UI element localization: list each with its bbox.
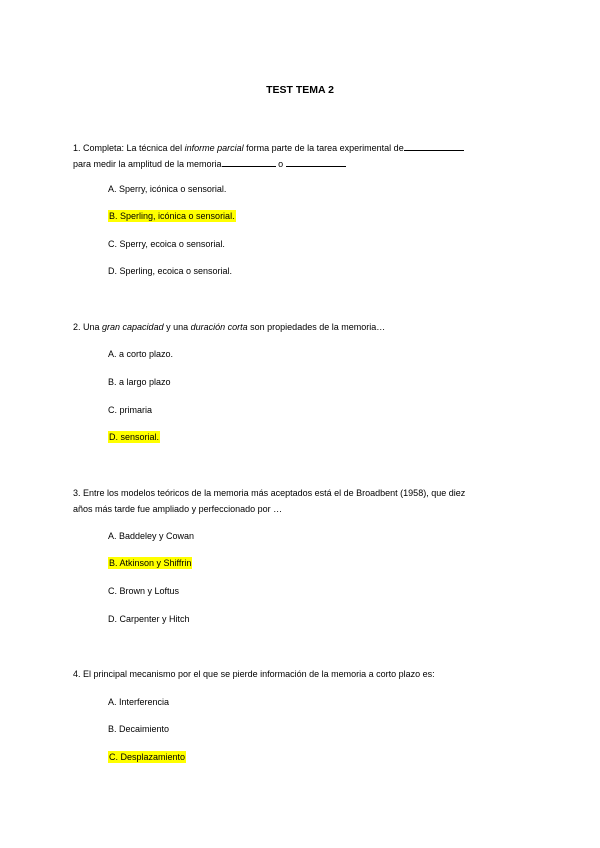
answer-blank xyxy=(286,158,346,167)
q1-option-d-text: D. Sperling, ecoica o sensorial. xyxy=(108,266,233,276)
q4-option-c-text: C. Desplazamiento xyxy=(109,752,186,762)
q1-option-c-text: C. Sperry, ecoica o sensorial. xyxy=(108,239,225,249)
q3-option-c xyxy=(108,586,179,596)
q2-option-b xyxy=(108,377,171,387)
q1-option-d xyxy=(108,266,232,276)
question-2-italic-1: gran capacidad xyxy=(102,322,164,332)
answer-blank xyxy=(222,158,276,167)
q3-option-b xyxy=(108,558,192,568)
question-2-prefix: 2. Una xyxy=(73,322,103,332)
q2-option-c-text: C. primaria xyxy=(108,405,153,415)
question-3-line-1: 3. Entre los modelos teóricos de la memoria más aceptados está el de Broadbent (1958), que diez xyxy=(73,488,466,498)
q1-option-a-text: A. Sperry, icónica o sensorial. xyxy=(108,184,227,194)
question-2-line-1 xyxy=(73,322,385,332)
question-1-line2-prefix: para medir la amplitud de la memoria xyxy=(73,159,222,169)
q3-option-b-text: B. Atkinson y Shiffrin xyxy=(109,558,192,568)
question-2-mid: y una xyxy=(163,322,191,332)
question-1-line2-mid: o xyxy=(275,159,286,169)
q2-option-a-text: A. a corto plazo. xyxy=(108,349,174,359)
question-1-line-1 xyxy=(73,142,464,153)
q2-option-c xyxy=(108,405,152,415)
q4-option-a-text: A. Interferencia xyxy=(108,697,170,707)
q4-option-c xyxy=(108,752,186,762)
q1-option-b-text: B. Sperling, icónica o sensorial. xyxy=(109,211,235,221)
question-1-italic: informe parcial xyxy=(184,143,244,153)
q2-option-a xyxy=(108,349,173,359)
q4-option-b xyxy=(108,724,169,734)
q4-option-b-text: B. Decaimiento xyxy=(108,724,170,734)
q3-option-c-text: C. Brown y Loftus xyxy=(108,586,180,596)
answer-blank xyxy=(404,142,464,151)
document-title: TEST TEMA 2 xyxy=(266,84,334,96)
q4-option-a xyxy=(108,697,169,707)
q2-option-b-text: B. a largo plazo xyxy=(108,377,171,387)
question-1-suffix: forma parte de la tarea experimental de xyxy=(243,143,404,153)
q2-option-d xyxy=(108,432,160,442)
question-4-line-1: 4. El principal mecanismo por el que se pierde información de la memoria a corto plazo es: xyxy=(73,669,435,679)
question-2-italic-2: duración corta xyxy=(190,322,248,332)
q3-option-d-text: D. Carpenter y Hitch xyxy=(108,614,190,624)
q1-option-c xyxy=(108,239,225,249)
q3-option-a-text: A. Baddeley y Cowan xyxy=(108,531,195,541)
q1-option-b xyxy=(108,211,236,221)
q2-option-d-text: D. sensorial. xyxy=(109,432,160,442)
q3-option-a xyxy=(108,531,194,541)
q3-option-d xyxy=(108,614,190,624)
question-3-line-2: años más tarde fue ampliado y perfeccionado por … xyxy=(73,504,283,514)
question-1-line-2 xyxy=(73,158,346,169)
question-1-prefix: 1. Completa: La técnica del xyxy=(73,143,185,153)
q1-option-a xyxy=(108,184,226,194)
question-2-suffix: son propiedades de la memoria… xyxy=(247,322,386,332)
